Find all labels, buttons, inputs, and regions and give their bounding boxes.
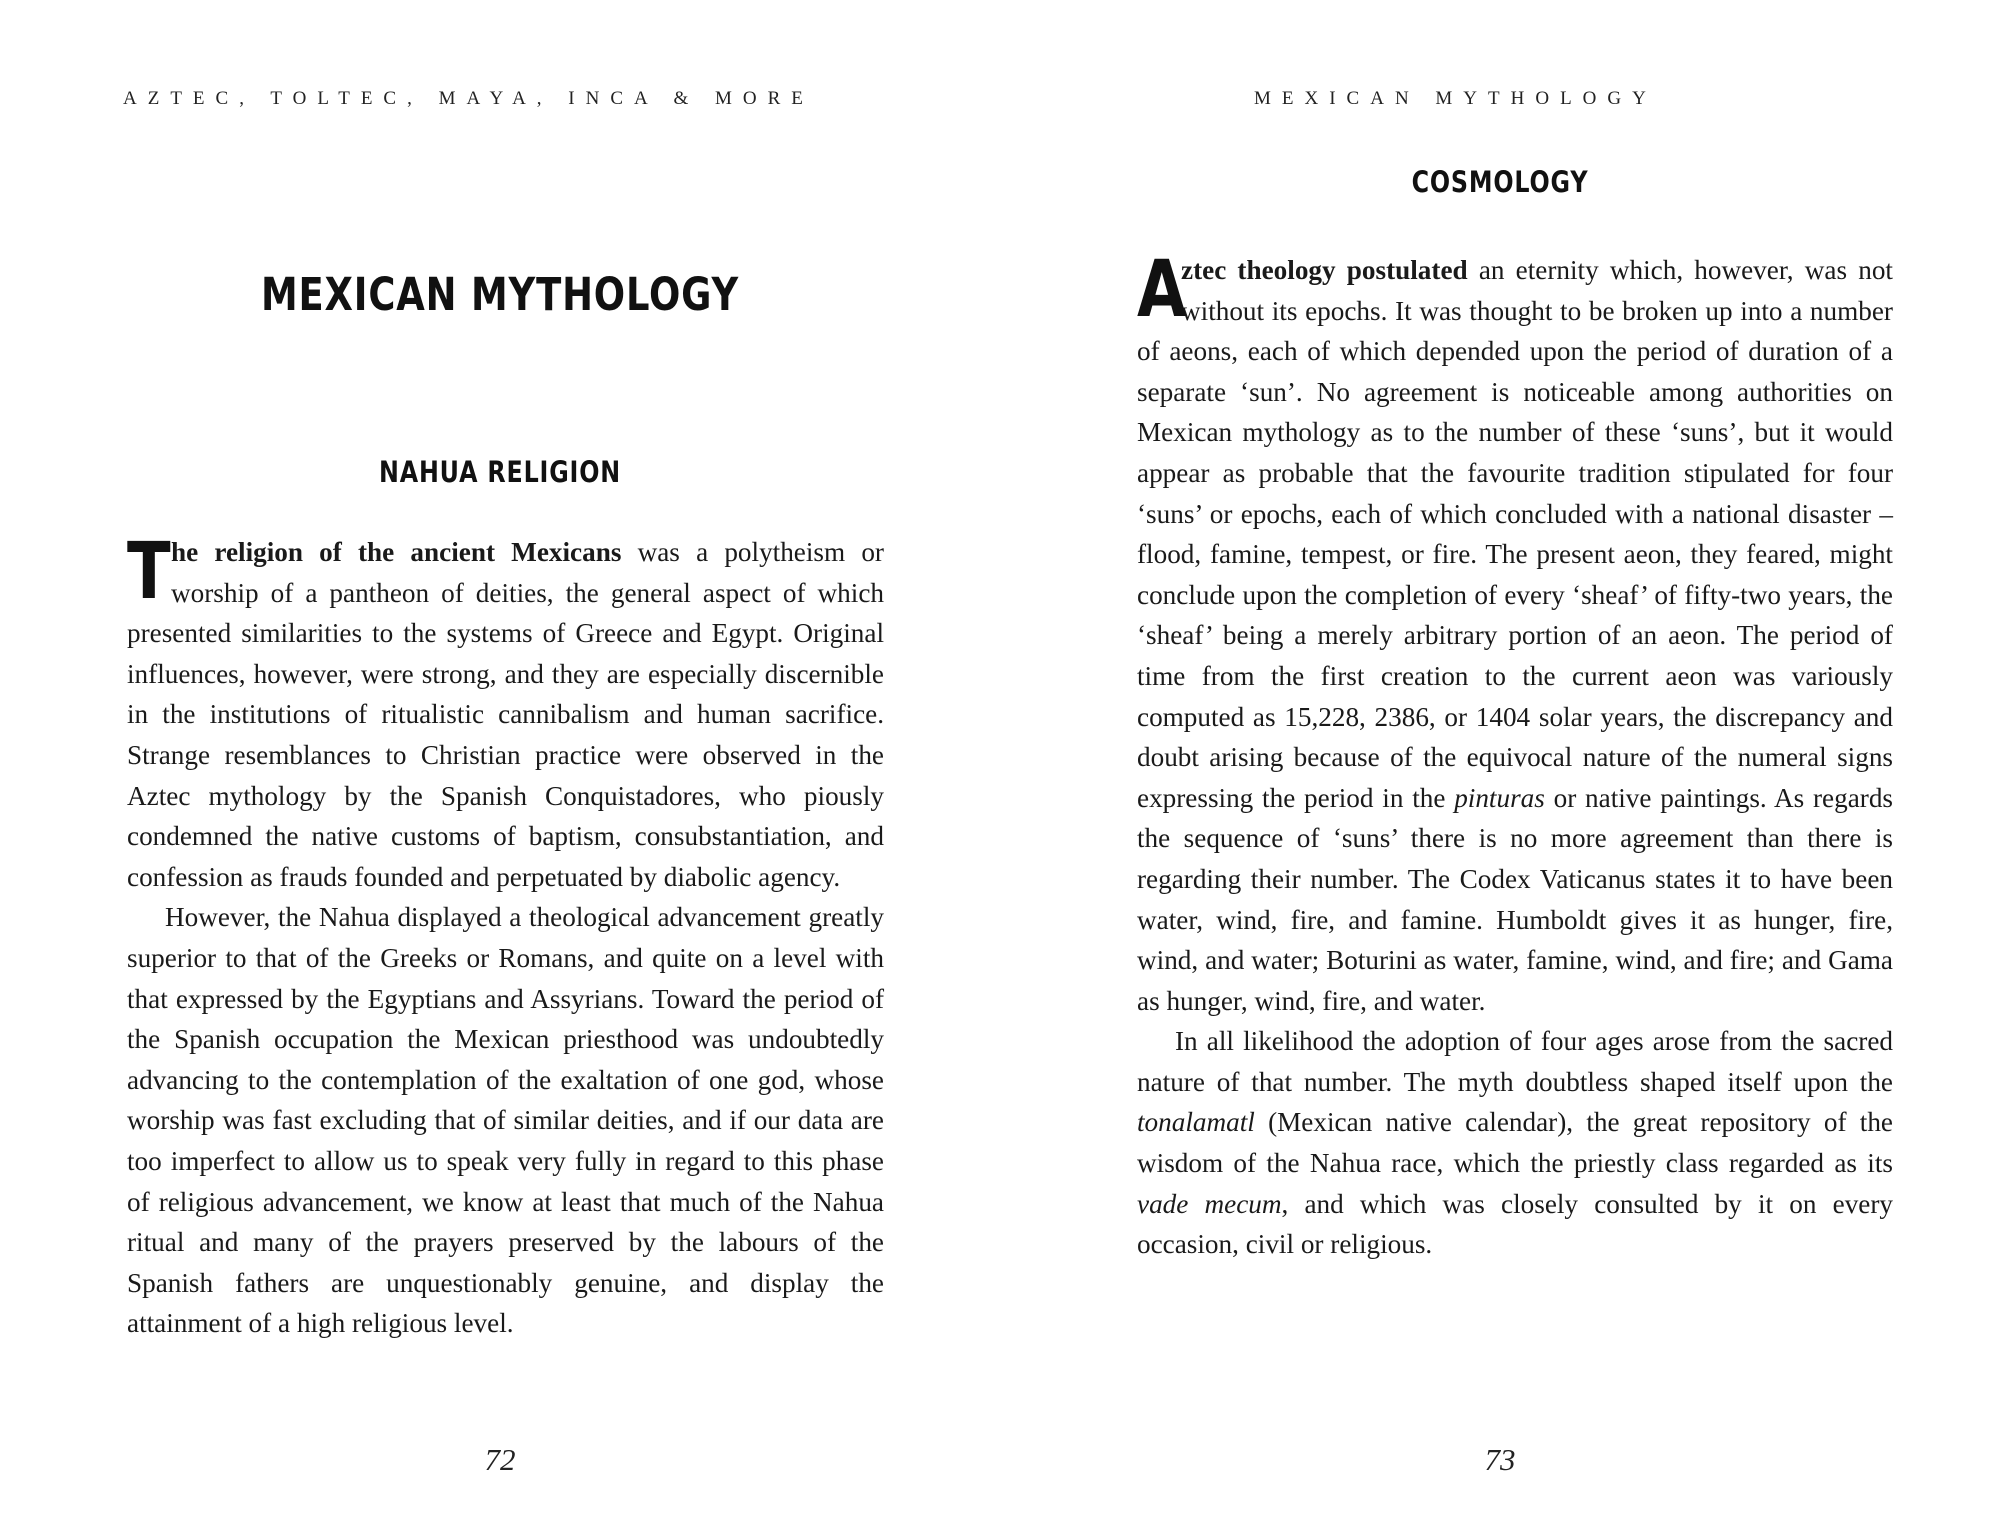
section-title-nahua-religion: NAHUA RELIGION: [378, 455, 621, 489]
left-body-text: [127, 527, 884, 1344]
paragraph-text: In all likelihood the adoption of four ages arose from the sacred nature of that number. The myth doubtless shaped itself upon the: [1137, 1026, 1893, 1097]
paragraph: [1137, 1021, 1893, 1265]
paragraph-text: was a polytheism or worship of a pantheon of deities, the general aspect of which presented similarities to the systems of Greece and Egypt. Original influences, however, were strong, and they are especially discernible in the institutions of ritualistic cannibalism and human sacrifice. Strange resemblances to Christian practice were observed in the Aztec mythology by the Spanish Conquistadores, who piously condemned the native customs of baptism, consubstantiation, and confession as frauds founded and perpetuated by diabolic agency.: [127, 537, 884, 892]
lead-in: he religion of the ancient Mexicans: [171, 537, 622, 567]
right-page: [1000, 0, 2000, 1529]
paragraph-text: (Mexican native calendar), the great repository of the wisdom of the Nahua race, which the priestly class regarded as its: [1137, 1107, 1893, 1179]
italic-term: vade mecum: [1137, 1188, 1282, 1219]
paragraph-text: an eternity which, however, was not without its epochs. It was thought to be broken up into a number of aeons, each of which depended upon the period of duration of a separate ‘sun’. No agreement is noticeable among authorities on Mexican mythology as to the number of these ‘suns’, but it would appear as probable that the favourite tradition stipulated for four ‘suns’ or epochs, each of which concluded with a national disaster – flood, famine, tempest, or fire. The present aeon, they feared, might conclude upon the completion of every ‘sheaf’ of fifty-two years, the ‘sheaf’ being a merely arbitrary portion of an aeon. The period of time from the first creation to the current aeon was variously computed as 15,228, 2386, or 1404 solar years, the discrepancy and doubt arising because of the equivocal nature of the numeral signs expressing the period in the: [1137, 255, 1893, 813]
chapter-title: MEXICAN MYTHOLOGY: [260, 268, 740, 321]
right-body-text: [1137, 245, 1893, 1265]
paragraph-text: or native paintings. As regards the sequence of ‘suns’ there is no more agreement than there is regarding their number. The Codex Vaticanus states it to have been water, wind, fire, and famine. Humboldt gives it as hunger, fire, wind, and water; Boturini as water, famine, wind, and fire; and Gama as hunger, wind, fire, and water.: [1137, 782, 1893, 1016]
paragraph: [1137, 245, 1893, 1021]
drop-cap: A: [1137, 245, 1187, 335]
lead-in: ztec theology postulated: [1181, 255, 1468, 285]
page-number-right: 73: [1484, 1442, 1516, 1477]
running-head-right: MEXICAN MYTHOLOGY: [1254, 88, 1657, 109]
italic-term: pinturas: [1454, 782, 1545, 813]
section-title-cosmology: COSMOLOGY: [1411, 165, 1589, 199]
drop-cap: T: [127, 527, 171, 617]
page-number-left: 72: [484, 1442, 516, 1477]
paragraph: However, the Nahua displayed a theological advancement greatly superior to that of the Greeks or Romans, and quite on a level with that expressed by the Egyptians and Assyrians. Toward the period of the Spanish occupation the Mexican priesthood was undoubtedly advancing to the contemplation of the exaltation of one god, whose worship was fast excluding that of similar deities, and if our data are too imperfect to allow us to speak very fully in regard to this phase of religious advancement, we know at least that much of the Nahua ritual and many of the prayers preserved by the labours of the Spanish fathers are unquestionably genuine, and display the attainment of a high religious level.: [127, 902, 884, 1339]
running-head-left: AZTEC, TOLTEC, MAYA, INCA & MORE: [123, 88, 814, 109]
paragraph: [127, 527, 884, 897]
italic-term: tonalamatl: [1137, 1107, 1255, 1138]
paragraph-text: , and which was closely consulted by it on every occasion, civil or religious.: [1137, 1188, 1893, 1260]
